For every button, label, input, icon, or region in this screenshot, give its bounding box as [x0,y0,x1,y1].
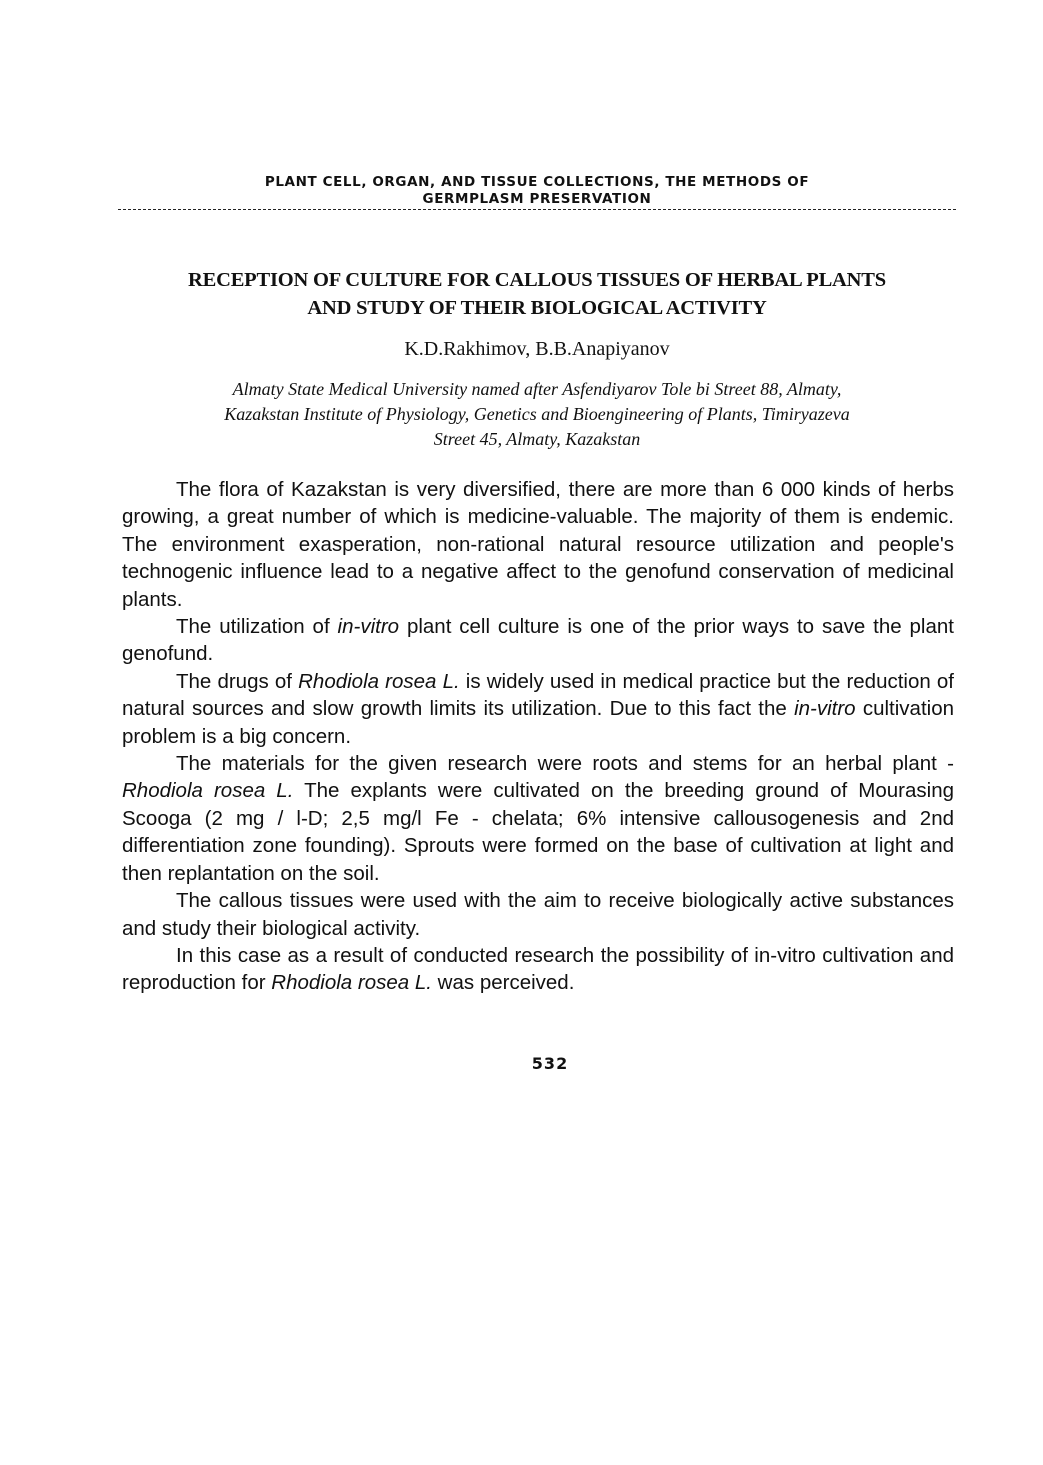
paragraph-5: The callous tissues were used with the aim to receive biologically active substances and study their biological activity. [122,889,954,940]
paragraph-4-text-b: The explants were cultivated on the breeding ground of Mourasing Scooga (2 mg / l-D; 2,5 mg/l Fe - chelata; 6% intensive callousogenesis and 2nd differentiation zone founding). Sprouts were formed on the base of cultivation at light and then replantation on the soil. [122,779,954,885]
paragraph-4 [122,750,954,887]
affiliation-line-3: Street 45, Almaty, Kazakstan [433,429,641,449]
paragraph-6-italic: Rhodiola rosea L. [271,971,432,995]
article-title [118,266,956,322]
paragraph-2 [122,613,954,668]
paragraph-4-italic: Rhodiola rosea L. [122,779,294,803]
paragraph-6 [122,942,954,997]
article-title-line-2: AND STUDY OF THEIR BIOLOGICAL ACTIVITY [307,297,767,319]
article-affiliation [118,377,956,452]
paragraph-3-text-c: cultivation problem is a big concern. [122,697,954,748]
header-divider [118,209,956,210]
paragraph-6-text-a: In this case as a result of conducted research the possibility of in-vitro cultivation and reproduction for [122,943,954,995]
paragraph-2-text-a: The utilization of [176,615,338,639]
running-header [118,174,956,208]
running-header-line-1: PLANT CELL, ORGAN, AND TISSUE COLLECTIONS, THE METHODS OF [264,174,810,190]
paragraph-4-text-a: The materials for the given research were roots and stems for an herbal plant - [176,752,954,776]
affiliation-line-1: Almaty State Medical University named after Asfendiyarov Tole bi Street 88, Almaty, [232,379,842,399]
running-header-line-2: GERMPLASM PRESERVATION [422,191,652,207]
paragraph-3 [122,668,954,750]
article-title-line-1: RECEPTION OF CULTURE FOR CALLOUS TISSUES OF HERBAL PLANTS [188,269,886,291]
paragraph-3-text-b: is widely used in medical practice but the reduction of natural sources and slow growth limits its utilization. Due to this fact the [122,669,955,721]
paragraph-2-text-b: plant cell culture is one of the prior ways to save the plant genofund. [122,615,954,666]
paragraph-2-italic: in-vitro [337,615,400,639]
paragraph-3-italic-1: Rhodiola rosea L. [298,669,460,693]
affiliation-line-2: Kazakstan Institute of Physiology, Genetics and Bioengineering of Plants, Timiryazeva [224,404,850,424]
page-number: 532 [531,1054,569,1073]
paragraph-6-text-b: was perceived. [431,971,575,995]
paragraph-3-text-a: The drugs of [176,669,299,693]
article-authors: K.D.Rakhimov, B.B.Anapiyanov [404,338,670,360]
paragraph-3-italic-2: in-vitro [794,697,856,721]
paragraph-1: The flora of Kazakstan is very diversified, there are more than 6 000 kinds of herbs growing, a great number of which is medicine-valuable. The majority of them is endemic. The environment exasperation, non-rational natural resource utilization and people's technogenic influence lead to a negative affect to the genofund conservation of medicinal plants. [122,478,954,611]
article-body [122,476,954,997]
